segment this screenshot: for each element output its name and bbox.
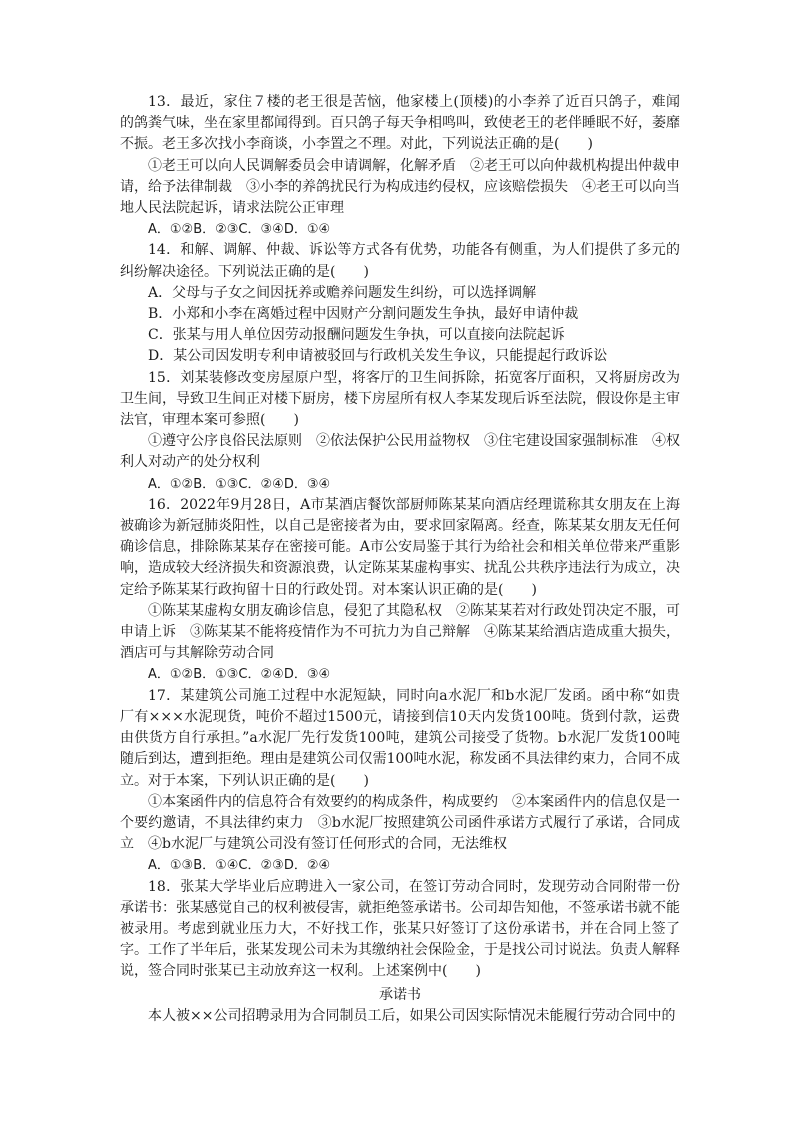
question-stem: 15．刘某装修改变房屋原户型，将客厅的卫生间拆除，拓宽客厅面积，又将厨房改为卫生间，导致卫生间正对楼下厨房，楼下房屋所有权人李某发现后诉至法院，假设你是主审法官，审理本案可参照( ) [120,369,680,429]
question-stem: 18．张某大学毕业后应聘进入一家公司，在签订劳动合同时，发现劳动合同附带一份承诺书：张某感觉自己的权利被侵害，就拒绝签承诺书。公司却告知他，不签承诺书就不能被录用。考虑到就业压力大，不好找工作，张某只好签订了这份承诺书，并在合同上签了字。工作了半年后，张某发现公司未为其缴纳社会保险金，于是找公司讨说法。负责人解释说，签合同时张某已主动放弃这一权利。上述案例中( ) [120,878,680,980]
commitment-letter-text: 本人被××公司招聘录用为合同制员工后，如果公司因实际情况未能履行劳动合同中的 [148,1007,676,1024]
question-statements: ①本案函件内的信息符合有效要约的构成条件，构成要约 ②本案函件内的信息仅是一个要约邀请，不具法律约束力 ③b水泥厂按照建筑公司函件承诺方式履行了承诺，合同成立 ④b水泥厂与建筑公司没有签订任何形式的合同，无法维权 [120,793,680,853]
answer-choices: A．①②B．②③C．③④D．①④ [148,222,331,238]
question-16 [120,495,680,686]
question-18 [120,877,680,1027]
question-15 [120,368,680,495]
answer-choices: A．①②B．①③C．②④D．③④ [148,476,331,492]
question-14 [120,240,680,367]
question-stem: 17．某建筑公司施工过程中水泥短缺，同时向a水泥厂和b水泥厂发函。函中称“如贵厂有×××水泥现货，吨价不超过1500元，请接到信10天内发货100吨。货到付款，运费由供货方自行承担。”a水泥厂先行发货100吨，建筑公司接受了货物。b水泥厂发货100吨随后到达，遭到拒绝。理由是建筑公司仅需100吨水泥，称发函不具法律约束力，合同不成立。对于本案，下列认识正确的是( ) [120,687,680,789]
question-statements: ①陈某某虚构女朋友确诊信息，侵犯了其隐私权 ②陈某某若对行政处罚决定不服，可申请上诉 ③陈某某不能将疫情作为不可抗力为自己辩解 ④陈某某给酒店造成重大损失，酒店可与其解除劳动合同 [120,602,680,662]
question-stem: 14．和解、调解、仲裁、诉讼等方式各有优势，功能各有侧重，为人们提供了多元的纠纷解决途径。下列说法正确的是( ) [120,242,680,280]
answer-option-b: B．小郑和小李在离婚过程中因财产分割问题发生争执，最好申请仲裁 [148,306,579,323]
question-stem: 16．2022年9月28日，A市某酒店餐饮部厨师陈某某向酒店经理谎称其女朋友在上海被确诊为新冠肺炎阳性，以自己是密接者为由，要求回家隔离。经查，陈某某女朋友无任何确诊信息，排除陈某某存在密接可能。A市公安局鉴于其行为给社会和相关单位带来严重影响，造成较大经济损失和资源浪费，认定陈某某虚构事实、扰乱公共秩序违法行为成立，决定给予陈某某行政拘留十日的行政处罚。对本案认识正确的是( ) [120,496,680,598]
commitment-letter-title: 承诺书 [379,986,421,1003]
question-statements: ①遵守公序良俗民法原则 ②依法保护公民用益物权 ③住宅建设国家强制标准 ④权利人对动产的处分权利 [120,433,680,471]
exam-page [120,92,680,1027]
question-stem: 13．最近，家住７楼的老王很是苦恼，他家楼上(顶楼)的小李养了近百只鸽子，难闻的鸽粪气味，坐在家里都闻得到。百只鸽子每天争相鸣叫，致使老王的老伴睡眠不好，萎靡不振。老王多次找小李商谈，小李置之不理。对此，下列说法正确的是( ) [120,94,680,153]
question-17 [120,686,680,877]
answer-choices: A．①②B．①③C．②④D．③④ [148,667,331,683]
answer-option-d: D．某公司因发明专利申请被驳回与行政机关发生争议，只能提起行政诉讼 [148,348,608,365]
question-13 [120,92,680,240]
answer-option-a: A．父母与子女之间因抚养或赡养问题发生纠纷，可以选择调解 [148,284,537,301]
question-statements: ①老王可以向人民调解委员会申请调解，化解矛盾 ②老王可以向仲裁机构提出仲裁申请，给予法律制裁 ③小李的养鸽扰民行为构成违约侵权，应该赔偿损失 ④老王可以向当地人民法院起诉，请求法院公正审理 [120,157,680,217]
answer-option-c: C．张某与用人单位因劳动报酬问题发生争执，可以直接向法院起诉 [148,327,565,344]
answer-choices: A．①③B．①④C．②③D．②④ [148,858,331,874]
